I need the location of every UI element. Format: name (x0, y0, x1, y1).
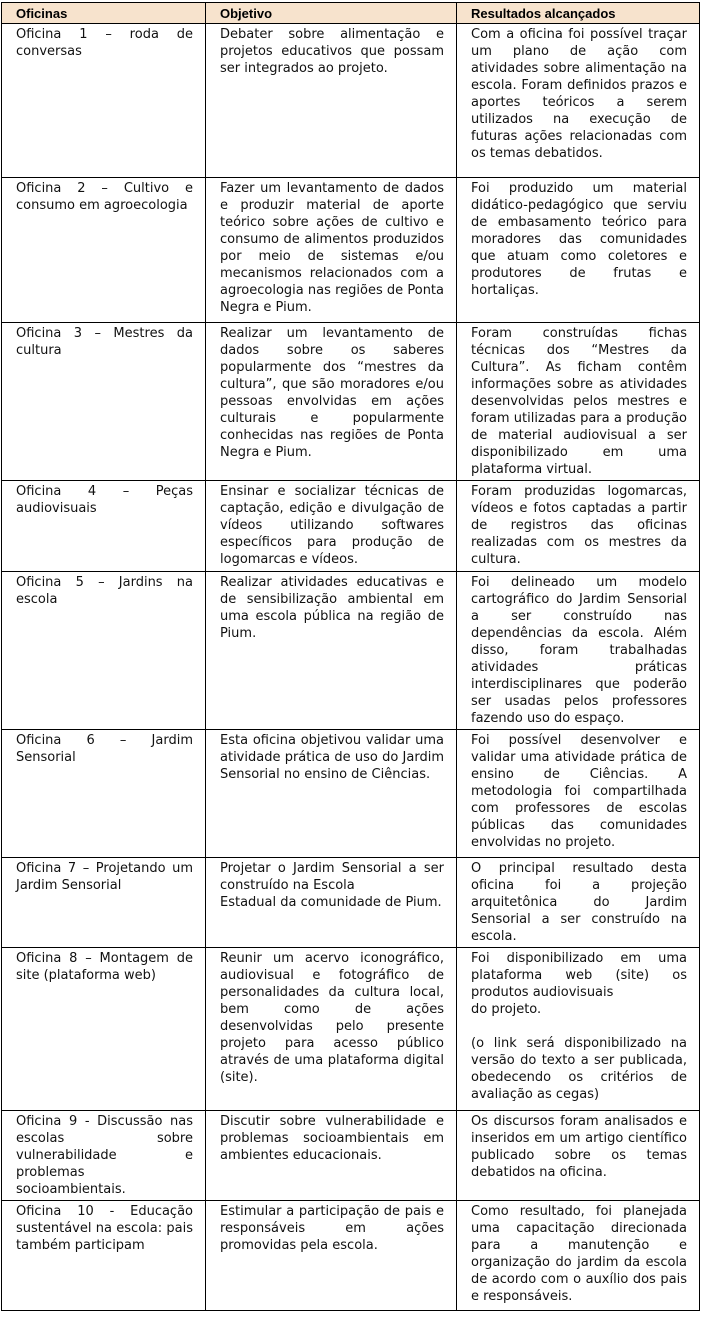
table-header (2, 3, 700, 24)
table-row (2, 178, 700, 323)
cell-resultado: Foi produzido um material didático-pedagógico que serviu de embasamento teórico para moradores das comunidades que atuam como coletores e produtores de frutas e hortaliças. (457, 178, 700, 323)
header-objetivo: Objetivo (206, 3, 457, 24)
cell-oficina: Oficina 10 - Educação sustentável na escola: pais também participam (2, 1201, 206, 1311)
cell-oficina: Oficina 2 – Cultivo e consumo em agroecologia (2, 178, 206, 323)
table-body (2, 24, 700, 1311)
cell-oficina: Oficina 4 – Peças audiovisuais (2, 481, 206, 572)
cell-resultado: Foram produzidas logomarcas, vídeos e fotos captadas a partir de registros das oficinas realizadas com os mestres da cultura. (457, 481, 700, 572)
header-resultados: Resultados alcançados (457, 3, 700, 24)
cell-oficina: Oficina 1 – roda de conversas (2, 24, 206, 178)
cell-oficina: Oficina 3 – Mestres da cultura (2, 323, 206, 481)
table-row (2, 24, 700, 178)
cell-objetivo: Realizar um levantamento de dados sobre os saberes popularmente dos “mestres da cultura”, que são moradores e/ou pessoas envolvidas em ações culturais e popularmente conhecidas nas regiões de Ponta Negra e Pium. (206, 323, 457, 481)
cell-oficina: Oficina 5 – Jardins na escola (2, 572, 206, 730)
document-page (1, 2, 699, 1311)
cell-resultado: Foi disponibilizado em uma plataforma web (site) os produtos audiovisuais do projeto. (o link será disponibilizado na versão do texto a ser publicada, obedecendo os critérios de avaliação as cegas) (457, 948, 700, 1111)
cell-objetivo: Debater sobre alimentação e projetos educativos que possam ser integrados ao projeto. (206, 24, 457, 178)
header-row (2, 3, 700, 24)
table-row (2, 858, 700, 948)
cell-resultado: Como resultado, foi planejada uma capacitação direcionada para a manutenção e organização do jardim da escola de acordo com o auxílio dos pais e responsáveis. (457, 1201, 700, 1311)
cell-objetivo: Esta oficina objetivou validar uma atividade prática de uso do Jardim Sensorial no ensino de Ciências. (206, 730, 457, 858)
cell-oficina: Oficina 6 – Jardim Sensorial (2, 730, 206, 858)
cell-objetivo: Projetar o Jardim Sensorial a ser construído na Escola Estadual da comunidade de Pium. (206, 858, 457, 948)
cell-objetivo: Ensinar e socializar técnicas de captação, edição e divulgação de vídeos utilizando softwares específicos para produção de logomarcas e vídeos. (206, 481, 457, 572)
cell-objetivo: Fazer um levantamento de dados e produzir material de aporte teórico sobre ações de cultivo e consumo de alimentos produzidos por meio de sistemas e/ou mecanismos relacionados com a agroecologia nas regiões de Ponta Negra e Pium. (206, 178, 457, 323)
table-row (2, 730, 700, 858)
cell-oficina: Oficina 7 – Projetando um Jardim Sensorial (2, 858, 206, 948)
table-row (2, 1111, 700, 1201)
table-row (2, 948, 700, 1111)
oficinas-table (1, 2, 700, 1311)
cell-resultado: Foi possível desenvolver e validar uma atividade prática de ensino de Ciências. A metodologia foi compartilhada com professores de escolas públicas das comunidades envolvidas no projeto. (457, 730, 700, 858)
cell-oficina: Oficina 9 - Discussão nas escolas sobre vulnerabilidade e problemas socioambientais. (2, 1111, 206, 1201)
cell-resultado: Foi delineado um modelo cartográfico do Jardim Sensorial a ser construído nas dependências da escola. Além disso, foram trabalhadas atividades práticas interdisciplinares que poderão ser usadas pelos professores fazendo uso do espaço. (457, 572, 700, 730)
cell-resultado: Com a oficina foi possível traçar um plano de ação com atividades sobre alimentação na escola. Foram definidos prazos e aportes teóricos a serem utilizados na execução de futuras ações relacionadas com os temas debatidos. (457, 24, 700, 178)
table-row (2, 481, 700, 572)
table-row (2, 1201, 700, 1311)
cell-objetivo: Realizar atividades educativas e de sensibilização ambiental em uma escola pública na região de Pium. (206, 572, 457, 730)
table-row (2, 572, 700, 730)
table-row (2, 323, 700, 481)
cell-objetivo: Discutir sobre vulnerabilidade e problemas socioambientais em ambientes educacionais. (206, 1111, 457, 1201)
header-oficinas: Oficinas (2, 3, 206, 24)
cell-resultado: Foram construídas fichas técnicas dos “Mestres da Cultura”. As ficham contêm informações sobre as atividades desenvolvidas pelos mestres e foram utilizadas para a produção de material audiovisual a ser disponibilizado em uma plataforma virtual. (457, 323, 700, 481)
cell-objetivo: Reunir um acervo iconográfico, audiovisual e fotográfico de personalidades da cultura local, bem como de ações desenvolvidas pelo presente projeto para acesso público através de uma plataforma digital (site). (206, 948, 457, 1111)
cell-oficina: Oficina 8 – Montagem de site (plataforma web) (2, 948, 206, 1111)
cell-resultado: Os discursos foram analisados e inseridos em um artigo científico publicado sobre os temas debatidos na oficina. (457, 1111, 700, 1201)
cell-objetivo: Estimular a participação de pais e responsáveis em ações promovidas pela escola. (206, 1201, 457, 1311)
cell-resultado: O principal resultado desta oficina foi a projeção arquitetônica do Jardim Sensorial a ser construído na escola. (457, 858, 700, 948)
